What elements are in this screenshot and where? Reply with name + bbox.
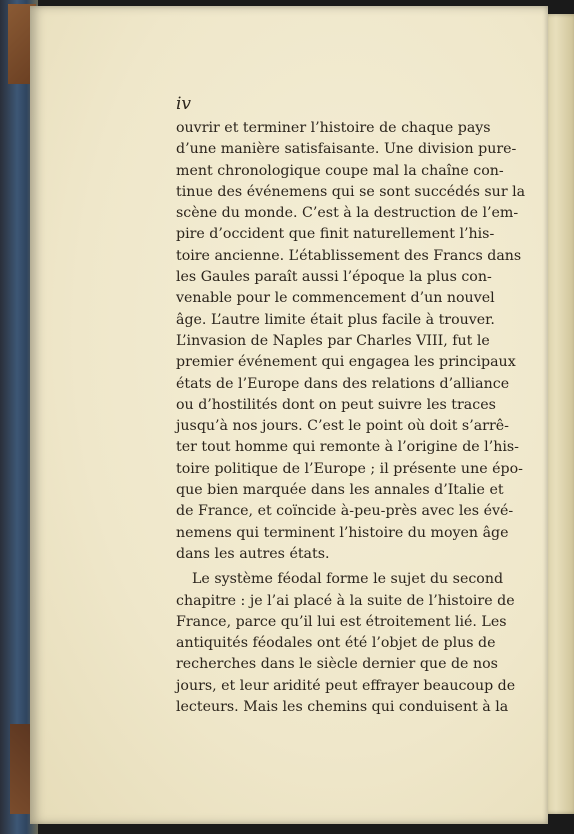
text-line: scène du monde. C’est à la destruction de l’em- xyxy=(176,205,519,222)
text-line: toire politique de l’Europe ; il présente une épo- xyxy=(176,460,523,477)
text-line: jusqu’à nos jours. C’est le point où doit s’arrê- xyxy=(176,418,509,435)
text-line: toire ancienne. L’établissement des Francs dans xyxy=(176,247,522,264)
text-line: venable pour le commencement d’un nouvel xyxy=(176,290,495,307)
text-line: nemens qui terminent l’histoire du moyen âge xyxy=(176,524,509,541)
text-line: antiquités féodales ont été l’objet de plus de xyxy=(176,635,496,652)
page-edges xyxy=(544,14,574,814)
text-line: L’invasion de Naples par Charles VIII, fut le xyxy=(176,332,490,349)
text-line: âge. L’autre limite était plus facile à trouver. xyxy=(176,311,495,328)
page-text xyxy=(176,118,526,718)
text-line: chapitre : je l’ai placé à la suite de l’histoire de xyxy=(176,592,515,609)
text-line: ou d’hostilités dont on peut suivre les traces xyxy=(176,396,496,413)
text-line: les Gaules paraît aussi l’époque la plus con- xyxy=(176,269,492,286)
paragraph-2 xyxy=(176,569,516,718)
text-line: ment chronologique coupe mal la chaîne con- xyxy=(176,162,504,179)
text-line: de France, et coïncide à-peu-près avec les évé- xyxy=(176,503,514,520)
text-line: premier événement qui engagea les principaux xyxy=(176,354,516,371)
text-line: ter tout homme qui remonte à l’origine de l’his- xyxy=(176,439,519,456)
text-line: que bien marquée dans les annales d’Italie et xyxy=(176,482,504,499)
page-number: iv xyxy=(176,94,192,114)
text-line: jours, et leur aridité peut effrayer beaucoup de xyxy=(176,677,516,694)
text-line: d’une manière satisfaisante. Une division pure- xyxy=(176,141,517,158)
text-line: France, parce qu’il lui est étroitement lié. Les xyxy=(176,613,507,630)
text-line: dans les autres états. xyxy=(176,545,330,562)
paragraph-1 xyxy=(176,118,526,565)
text-line: tinue des événemens qui se sont succédés sur la xyxy=(176,183,526,200)
text-line: lecteurs. Mais les chemins qui conduisent à la xyxy=(176,699,509,716)
text-line: recherches dans le siècle dernier que de nos xyxy=(176,656,498,673)
text-line: pire d’occident que finit naturellement l’his- xyxy=(176,226,495,243)
text-line: états de l’Europe dans des relations d’alliance xyxy=(176,375,510,392)
text-line: Le système féodal forme le sujet du second xyxy=(192,571,504,588)
text-line: ouvrir et terminer l’histoire de chaque pays xyxy=(176,120,491,136)
